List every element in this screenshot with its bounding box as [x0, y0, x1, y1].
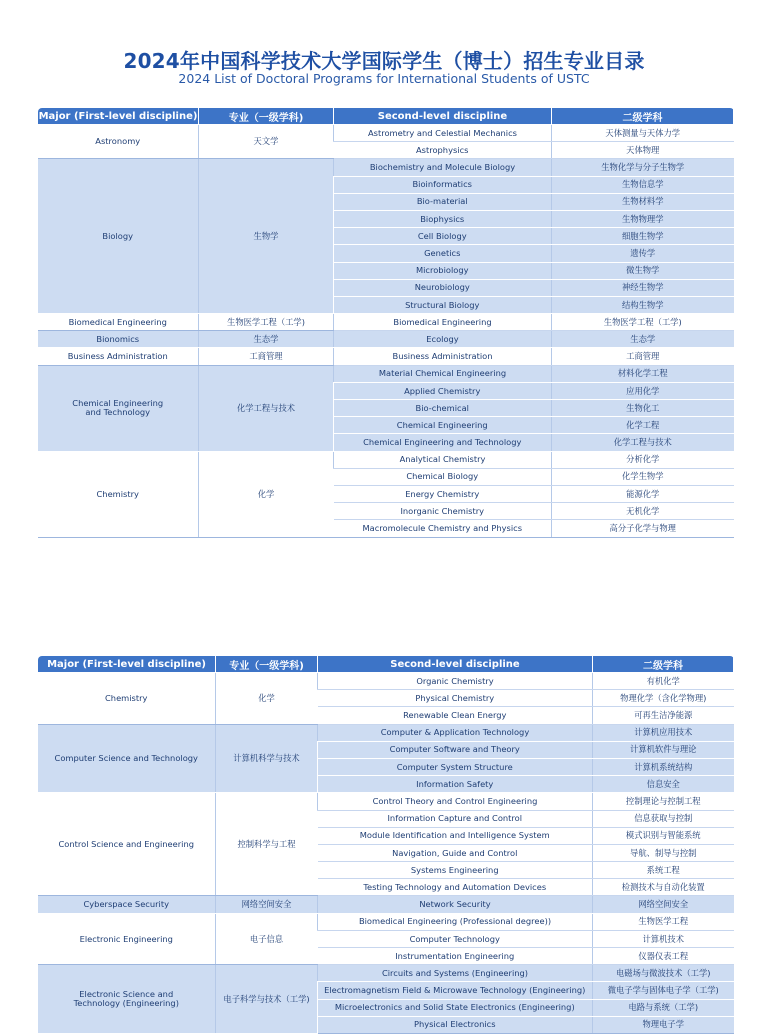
- second-level-cn-cell: 细胞生物学: [552, 228, 734, 245]
- second-level-cn-cell: 化学生物学: [552, 468, 734, 485]
- header-second-level-cn: 二级学科: [593, 656, 734, 673]
- second-level-cell: Energy Chemistry: [334, 485, 552, 502]
- second-level-cn-cell: 遗传学: [552, 245, 734, 262]
- second-level-cn-cell: 材料化学工程: [552, 365, 734, 382]
- second-level-cn-cell: 化学工程与技术: [552, 434, 734, 451]
- second-level-cn-cell: 生态学: [552, 331, 734, 348]
- major-cn-cell: 电子信息: [216, 913, 318, 965]
- second-level-cell: Instrumentation Engineering: [318, 948, 593, 965]
- major-cn-cell: 生态学: [199, 331, 334, 348]
- major-cn-cell: 计算机科学与技术: [216, 724, 318, 793]
- second-level-cell: Biophysics: [334, 210, 552, 227]
- second-level-cn-cell: 微生物学: [552, 262, 734, 279]
- major-cn-cell: 化学工程与技术: [199, 365, 334, 451]
- table-header-row: [38, 108, 734, 125]
- second-level-cell: Applied Chemistry: [334, 382, 552, 399]
- second-level-cn-cell: 生物化工: [552, 400, 734, 417]
- second-level-cell: Information Safety: [318, 776, 593, 793]
- second-level-cn-cell: 化学工程: [552, 417, 734, 434]
- table-row: [38, 348, 734, 365]
- second-level-cn-cell: 计算机技术: [593, 930, 734, 947]
- second-level-cell: Computer Software and Theory: [318, 741, 593, 758]
- second-level-cn-cell: 仪器仪表工程: [593, 948, 734, 965]
- major-cell: Business Administration: [38, 348, 199, 365]
- table-row: [38, 125, 734, 142]
- second-level-cn-cell: 生物化学与分子生物学: [552, 159, 734, 176]
- second-level-cn-cell: 计算机软件与理论: [593, 741, 734, 758]
- major-cn-cell: 工商管理: [199, 348, 334, 365]
- second-level-cn-cell: 网络空间安全: [593, 896, 734, 913]
- second-level-cell: Renewable Clean Energy: [318, 707, 593, 724]
- second-level-cell: Chemical Engineering: [334, 417, 552, 434]
- second-level-cn-cell: 高分子化学与物理: [552, 520, 734, 537]
- second-level-cn-cell: 电磁场与微波技术（工学): [593, 965, 734, 982]
- second-level-cn-cell: 物理电子学: [593, 1016, 734, 1033]
- table-row: [38, 724, 734, 741]
- table-body: [38, 125, 734, 538]
- second-level-cell: Chemical Biology: [334, 468, 552, 485]
- second-level-cell: Circuits and Systems (Engineering): [318, 965, 593, 982]
- second-level-cell: Bio-material: [334, 193, 552, 210]
- second-level-cn-cell: 生物材料学: [552, 193, 734, 210]
- second-level-cell: Structural Biology: [334, 296, 552, 313]
- major-cell: Chemistry: [38, 451, 199, 537]
- second-level-cn-cell: 生物信息学: [552, 176, 734, 193]
- second-level-cn-cell: 物理化学（含化学物理): [593, 690, 734, 707]
- programs-table-1: [37, 108, 734, 538]
- second-level-cell: Organic Chemistry: [318, 673, 593, 690]
- major-cn-cell: 生物学: [199, 159, 334, 314]
- second-level-cell: Computer & Application Technology: [318, 724, 593, 741]
- second-level-cell: Computer Technology: [318, 930, 593, 947]
- second-level-cell: Astrophysics: [334, 142, 552, 159]
- major-cell: Biomedical Engineering: [38, 314, 199, 331]
- table-body: [38, 673, 734, 1034]
- second-level-cell: Genetics: [334, 245, 552, 262]
- second-level-cell: Material Chemical Engineering: [334, 365, 552, 382]
- table-row: [38, 913, 734, 930]
- second-level-cn-cell: 计算机应用技术: [593, 724, 734, 741]
- second-level-cell: Systems Engineering: [318, 862, 593, 879]
- second-level-cn-cell: 控制理论与控制工程: [593, 793, 734, 810]
- second-level-cell: Ecology: [334, 331, 552, 348]
- second-level-cn-cell: 生物医学工程: [593, 913, 734, 930]
- second-level-cell: Physical Chemistry: [318, 690, 593, 707]
- second-level-cell: Business Administration: [334, 348, 552, 365]
- second-level-cn-cell: 无机化学: [552, 503, 734, 520]
- second-level-cn-cell: 天体测量与天体力学: [552, 125, 734, 142]
- major-cn-cell: 网络空间安全: [216, 896, 318, 913]
- second-level-cell: Biochemistry and Molecule Biology: [334, 159, 552, 176]
- page-title: 2024年中国科学技术大学国际学生（博士）招生专业目录: [123, 49, 645, 73]
- second-level-cn-cell: 神经生物学: [552, 279, 734, 296]
- table-row: [38, 451, 734, 468]
- second-level-cell: Bio-chemical: [334, 400, 552, 417]
- table-row: [38, 365, 734, 382]
- table-row: [38, 673, 734, 690]
- header-second-level: Second-level discipline: [334, 108, 552, 125]
- header-second-level: Second-level discipline: [318, 656, 593, 673]
- second-level-cn-cell: 信息安全: [593, 776, 734, 793]
- second-level-cell: Macromolecule Chemistry and Physics: [334, 520, 552, 537]
- major-cn-cell: 电子科学与技术（工学): [216, 965, 318, 1034]
- page-subtitle: 2024 List of Doctoral Programs for International Students of USTC: [178, 71, 590, 86]
- second-level-cell: Analytical Chemistry: [334, 451, 552, 468]
- second-level-cell: Testing Technology and Automation Devices: [318, 879, 593, 896]
- second-level-cell: Bioinformatics: [334, 176, 552, 193]
- major-cell: Control Science and Engineering: [38, 793, 216, 896]
- header-major-cn: 专业（一级学科): [199, 108, 334, 125]
- table-row: [38, 965, 734, 982]
- major-cn-cell: 天文学: [199, 125, 334, 159]
- second-level-cell: Information Capture and Control: [318, 810, 593, 827]
- table-row: [38, 314, 734, 331]
- second-level-cell: Biomedical Engineering (Professional degree)): [318, 913, 593, 930]
- major-cell: Cyberspace Security: [38, 896, 216, 913]
- second-level-cell: Microbiology: [334, 262, 552, 279]
- major-cn-cell: 生物医学工程（工学): [199, 314, 334, 331]
- header-major: Major (First-level discipline): [38, 108, 199, 125]
- second-level-cell: Computer System Structure: [318, 758, 593, 775]
- major-cell: Chemical Engineering and Technology: [38, 365, 199, 451]
- major-cell: Astronomy: [38, 125, 199, 159]
- second-level-cell: Physical Electronics: [318, 1016, 593, 1033]
- table-row: [38, 331, 734, 348]
- header-major-cn: 专业（一级学科): [216, 656, 318, 673]
- header-major: Major (First-level discipline): [38, 656, 216, 673]
- second-level-cn-cell: 计算机系统结构: [593, 758, 734, 775]
- second-level-cn-cell: 有机化学: [593, 673, 734, 690]
- table-row: [38, 159, 734, 176]
- second-level-cn-cell: 应用化学: [552, 382, 734, 399]
- programs-table-2: [37, 656, 734, 1034]
- table-row: [38, 793, 734, 810]
- second-level-cn-cell: 系统工程: [593, 862, 734, 879]
- second-level-cn-cell: 模式识别与智能系统: [593, 827, 734, 844]
- second-level-cn-cell: 导航、制导与控制: [593, 844, 734, 861]
- second-level-cell: Navigation, Guide and Control: [318, 844, 593, 861]
- second-level-cell: Control Theory and Control Engineering: [318, 793, 593, 810]
- second-level-cn-cell: 检测技术与自动化装置: [593, 879, 734, 896]
- second-level-cell: Electromagnetism Field & Microwave Technology (Engineering): [318, 982, 593, 999]
- second-level-cn-cell: 天体物理: [552, 142, 734, 159]
- second-level-cn-cell: 生物医学工程（工学): [552, 314, 734, 331]
- second-level-cn-cell: 能源化学: [552, 485, 734, 502]
- second-level-cn-cell: 生物物理学: [552, 210, 734, 227]
- major-cell: Biology: [38, 159, 199, 314]
- major-cn-cell: 化学: [216, 673, 318, 725]
- header-second-level-cn: 二级学科: [552, 108, 734, 125]
- second-level-cell: Astrometry and Celestial Mechanics: [334, 125, 552, 142]
- second-level-cn-cell: 工商管理: [552, 348, 734, 365]
- major-cn-cell: 控制科学与工程: [216, 793, 318, 896]
- major-cell: Computer Science and Technology: [38, 724, 216, 793]
- second-level-cell: Microelectronics and Solid State Electronics (Engineering): [318, 999, 593, 1016]
- table-row: [38, 896, 734, 913]
- major-cell: Electronic Science and Technology (Engineering): [38, 965, 216, 1034]
- second-level-cn-cell: 信息获取与控制: [593, 810, 734, 827]
- major-cn-cell: 化学: [199, 451, 334, 537]
- second-level-cell: Neurobiology: [334, 279, 552, 296]
- second-level-cn-cell: 微电子学与固体电子学（工学): [593, 982, 734, 999]
- second-level-cn-cell: 结构生物学: [552, 296, 734, 313]
- second-level-cell: Network Security: [318, 896, 593, 913]
- major-cell: Electronic Engineering: [38, 913, 216, 965]
- second-level-cell: Chemical Engineering and Technology: [334, 434, 552, 451]
- second-level-cn-cell: 可再生洁净能源: [593, 707, 734, 724]
- major-cell: Chemistry: [38, 673, 216, 725]
- table-header-row: [38, 656, 734, 673]
- second-level-cn-cell: 电路与系统（工学): [593, 999, 734, 1016]
- second-level-cell: Biomedical Engineering: [334, 314, 552, 331]
- second-level-cell: Module Identification and Intelligence System: [318, 827, 593, 844]
- second-level-cell: Cell Biology: [334, 228, 552, 245]
- second-level-cn-cell: 分析化学: [552, 451, 734, 468]
- second-level-cell: Inorganic Chemistry: [334, 503, 552, 520]
- major-cell: Bionomics: [38, 331, 199, 348]
